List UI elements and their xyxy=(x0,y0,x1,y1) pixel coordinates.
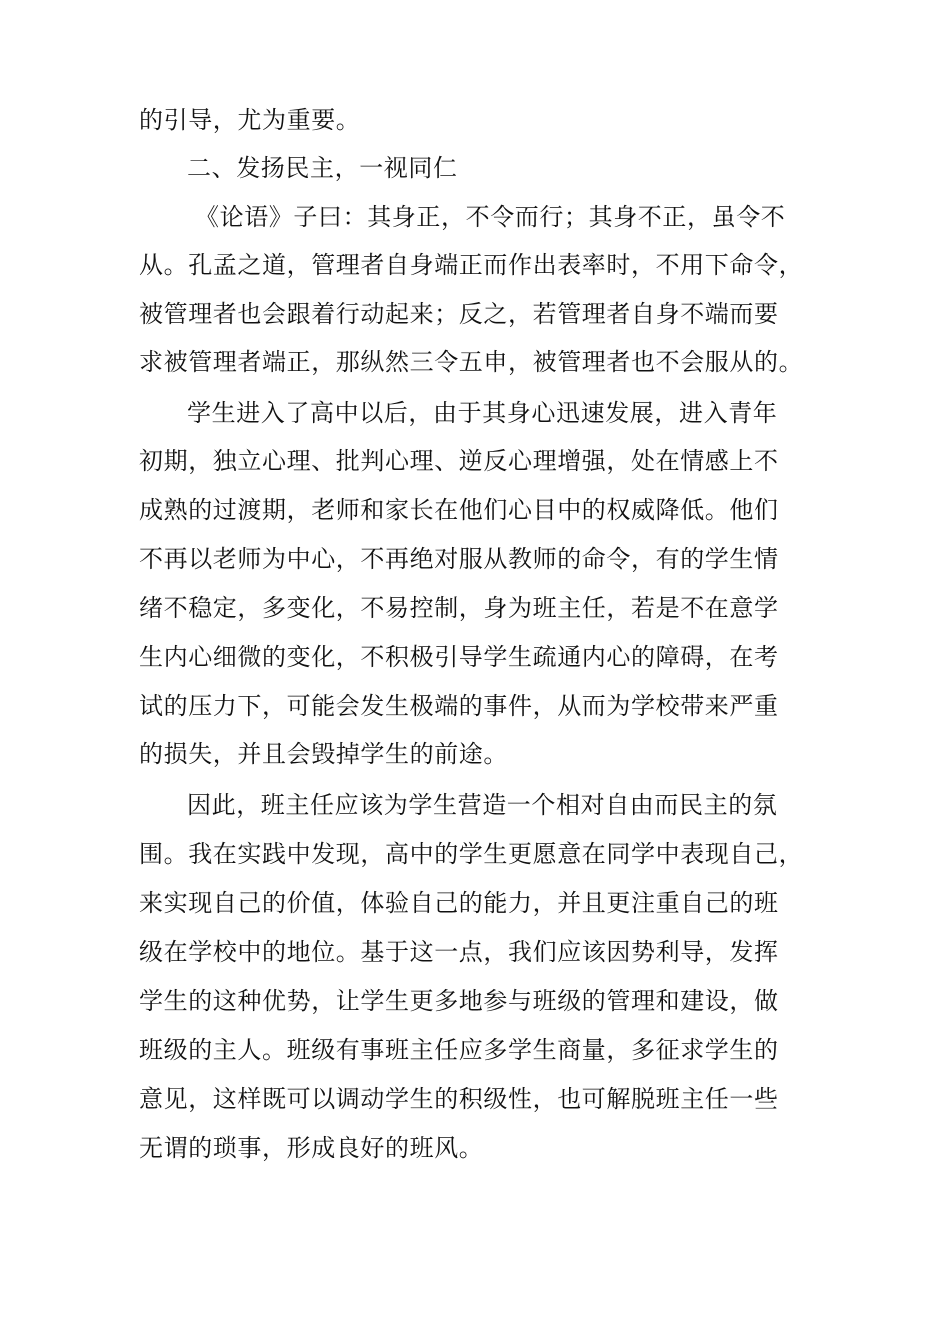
text-line: 班级的主人。班级有事班主任应多学生商量，多征求学生的 xyxy=(139,1036,779,1064)
text-line: 《论语》子曰：其身正，不令而行；其身不正，虽令不 xyxy=(195,203,786,231)
text-line: 不再以老师为中心，不再绝对服从教师的命令，有的学生情 xyxy=(139,545,779,573)
text-line: 生内心细微的变化，不积极引导学生疏通内心的障碍，在考 xyxy=(139,643,779,671)
text-line: 学生进入了高中以后，由于其身心迅速发展，进入青年 xyxy=(187,399,778,427)
section-heading: 二、发扬民主，一视同仁 xyxy=(187,154,458,182)
text-line: 被管理者也会跟着行动起来；反之，若管理者自身不端而要 xyxy=(139,300,779,328)
text-line: 求被管理者端正，那纵然三令五申，被管理者也不会服从的。 xyxy=(139,348,804,376)
text-line: 意见，这样既可以调动学生的积级性，也可解脱班主任一些 xyxy=(139,1085,779,1113)
text-line: 成熟的过渡期，老师和家长在他们心目中的权威降低。他们 xyxy=(139,496,779,524)
text-line: 因此，班主任应该为学生营造一个相对自由而民主的氛 xyxy=(187,791,778,819)
text-line: 的损失，并且会毁掉学生的前途。 xyxy=(139,740,508,768)
text-line: 级在学校中的地位。基于这一点，我们应该因势利导，发挥 xyxy=(139,938,779,966)
text-line: 试的压力下，可能会发生极端的事件，从而为学校带来严重 xyxy=(139,692,779,720)
text-line: 学生的这种优势，让学生更多地参与班级的管理和建设，做 xyxy=(139,987,779,1015)
text-line: 围。我在实践中发现，高中的学生更愿意在同学中表现自己， xyxy=(139,840,804,868)
text-line: 来实现自己的价值，体验自己的能力，并且更注重自己的班 xyxy=(139,889,779,917)
text-line: 无谓的琐事，形成良好的班风。 xyxy=(139,1134,484,1162)
text-line: 的引导，尤为重要。 xyxy=(139,106,361,134)
text-line: 绪不稳定，多变化，不易控制，身为班主任，若是不在意学 xyxy=(139,594,779,622)
text-line: 从。孔孟之道，管理者自身端正而作出表率时，不用下命令， xyxy=(139,251,804,279)
text-line: 初期，独立心理、批判心理、逆反心理增强，处在情感上不 xyxy=(139,447,779,475)
